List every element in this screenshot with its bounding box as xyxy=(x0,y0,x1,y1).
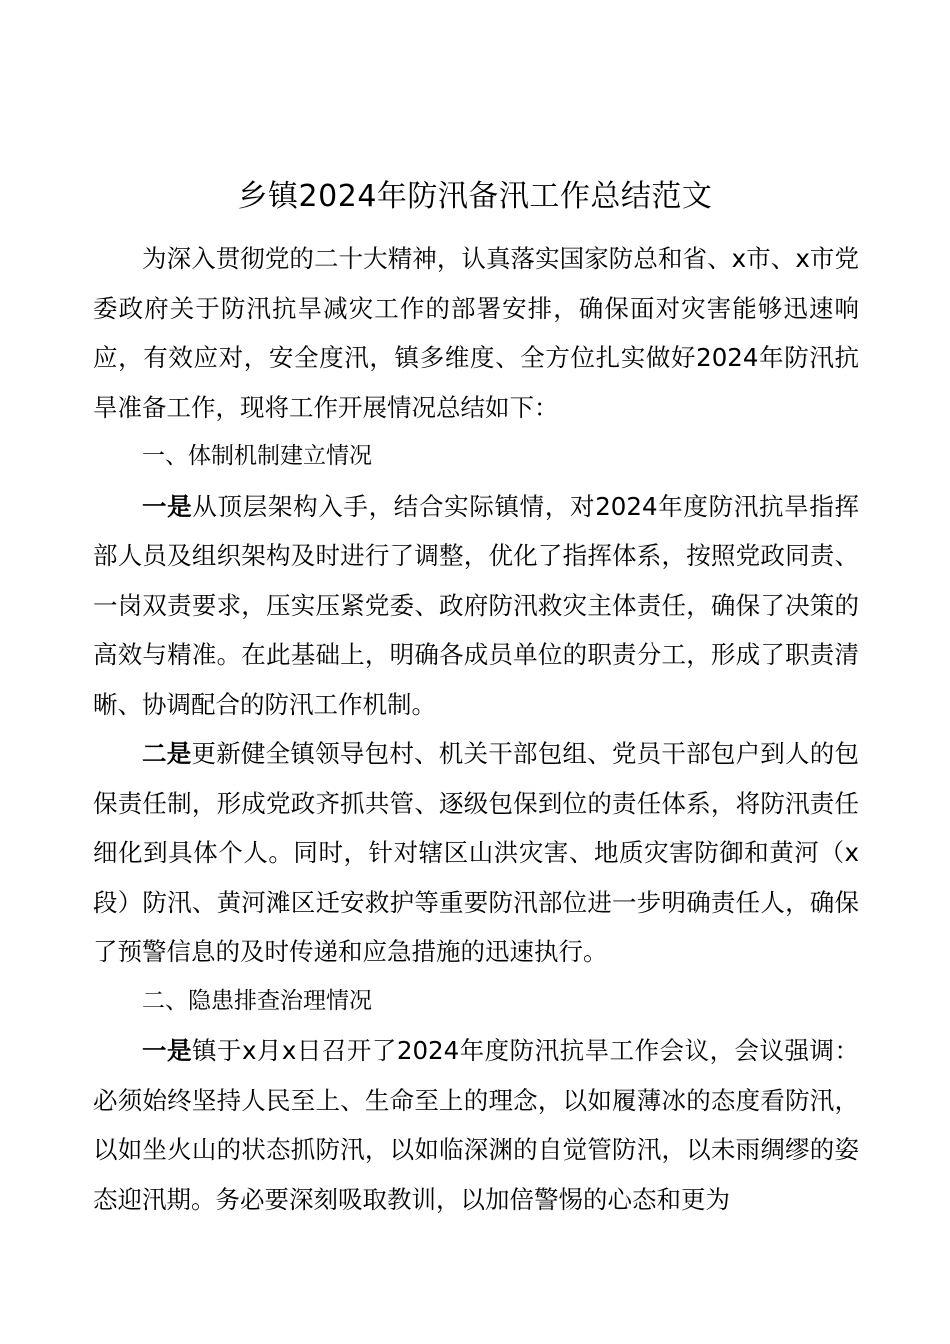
document-title: 乡镇2024年防汛备汛工作总结范文 xyxy=(237,179,713,214)
section-heading-2: 二、隐患排查治理情况 xyxy=(142,987,372,1014)
document-body xyxy=(93,234,859,1224)
item-text: 从顶层架构入手，结合实际镇情，对2024年度防汛抗旱指挥部人员及组织架构及时进行了调整，优化了指挥体系，按照党政同责、一岗双责要求，压实压紧党委、政府防汛救灾主体责任，确保了决策的高效与精准。在此基础上，明确各成员单位的职责分工，形成了职责清晰、协调配合的防汛工作机制。 xyxy=(93,491,859,719)
section-heading-1: 一、体制机制建立情况 xyxy=(142,443,372,469)
intro-paragraph: 为深入贯彻党的二十大精神，认真落实国家防总和省、x市、x市党委政府关于防汛抗旱减灾工作的部署安排，确保面对灾害能够迅速响应，有效应对，安全度汛，镇多维度、全方位扎实做好2024年防汛抗旱准备工作，现将工作开展情况总结如下： xyxy=(93,244,859,422)
section-1-item-1 xyxy=(93,482,859,730)
section-1-item-2 xyxy=(93,729,859,977)
item-lead: 二是 xyxy=(142,739,192,768)
item-lead: 一是 xyxy=(142,1036,192,1065)
item-lead: 一是 xyxy=(142,491,193,521)
item-text: 镇于x月x日召开了2024年度防汛抗旱工作会议，会议强调：必须始终坚持人民至上、生命至上的理念，以如履薄冰的态度看防汛，以如坐火山的状态抓防汛，以如临深渊的自觉管防汛，以未雨绸缪的姿态迎汛期。务必要深刻吸取教训，以加倍警惕的心态和更为 xyxy=(93,1036,859,1214)
item-text: 更新健全镇领导包村、机关干部包组、党员干部包户到人的包保责任制，形成党政齐抓共管、逐级包保到位的责任体系，将防汛责任细化到具体个人。同时，针对辖区山洪灾害、地质灾害防御和黄河（x段）防汛、黄河滩区迁安救护等重要防汛部位进一步明确责任人，确保了预警信息的及时传递和应急措施的迅速执行。 xyxy=(93,739,860,966)
section-2-item-1 xyxy=(93,1026,859,1224)
